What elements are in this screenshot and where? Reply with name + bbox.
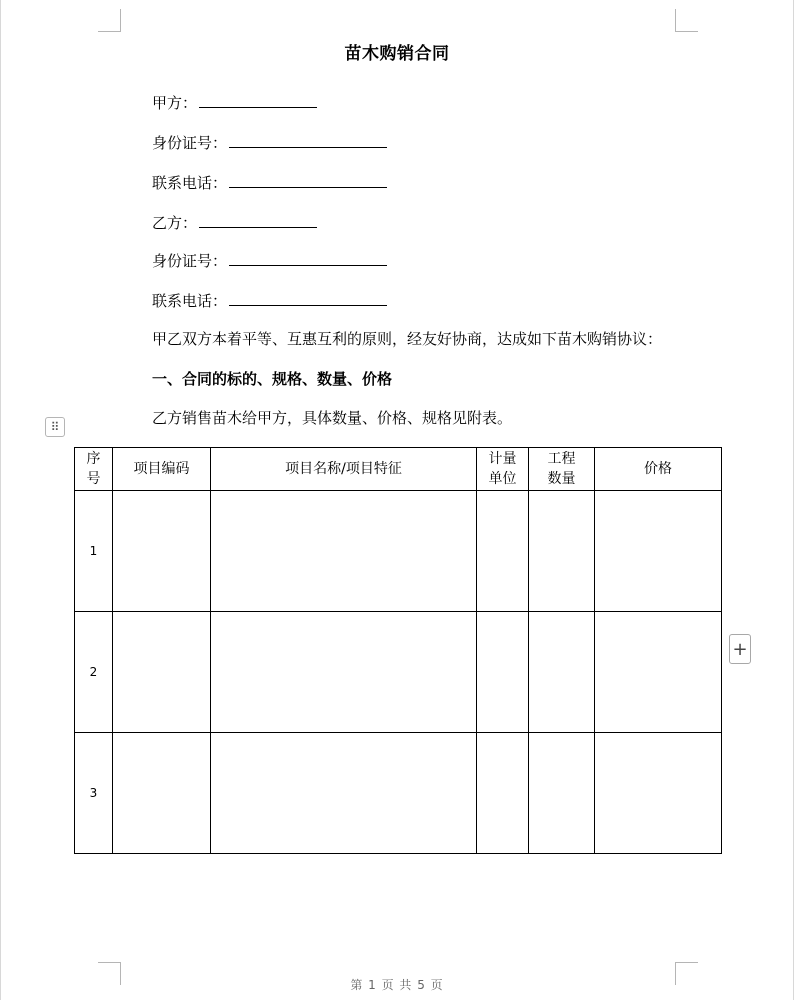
- items-table: [74, 447, 722, 854]
- add-table-row-button[interactable]: [729, 634, 751, 664]
- party-b-phone-label: 联系电话：: [152, 292, 228, 310]
- intro-paragraph: 甲乙双方本着平等、互惠互利的原则，经友好协商，达成如下苗木购销协议：: [152, 330, 663, 348]
- party-b-name-label: 乙方：: [152, 214, 198, 232]
- header-price: 价格: [595, 448, 722, 491]
- cell-quantity[interactable]: [529, 612, 595, 733]
- section-1-heading: 一、合同的标的、规格、数量、价格: [152, 370, 393, 388]
- page-edge-left: [0, 0, 1, 1000]
- party-a-name-blank[interactable]: [199, 91, 317, 108]
- cell-name[interactable]: [211, 491, 477, 612]
- party-b-id-label: 身份证号：: [152, 252, 228, 270]
- section-1-text: 乙方销售苗木给甲方，具体数量、价格、规格见附表。: [152, 409, 513, 427]
- header-name: 项目名称/项目特征: [211, 448, 477, 491]
- row-seq: 2: [75, 612, 113, 733]
- table-header-row: [75, 448, 722, 491]
- cell-name[interactable]: [211, 733, 477, 854]
- party-a-id-field[interactable]: [152, 131, 387, 153]
- cell-price[interactable]: [595, 612, 722, 733]
- page-indicator: 第 1 页 共 5 页: [350, 978, 444, 992]
- party-a-id-blank[interactable]: [229, 131, 387, 148]
- cell-unit[interactable]: [477, 491, 529, 612]
- party-a-phone-field[interactable]: [152, 171, 387, 193]
- cell-quantity[interactable]: [529, 491, 595, 612]
- party-a-phone-label: 联系电话：: [152, 174, 228, 192]
- party-b-name-field[interactable]: [152, 211, 317, 233]
- cell-unit[interactable]: [477, 612, 529, 733]
- cell-code[interactable]: [113, 612, 211, 733]
- margin-corner-top-right: [675, 9, 698, 32]
- table-row: [75, 733, 722, 854]
- header-unit: 计量 单位: [477, 448, 529, 491]
- document-title: 苗木购销合同: [344, 44, 450, 64]
- party-a-name-field[interactable]: [152, 91, 317, 113]
- party-b-id-blank[interactable]: [229, 249, 387, 266]
- party-a-phone-blank[interactable]: [229, 171, 387, 188]
- cell-price[interactable]: [595, 491, 722, 612]
- party-a-name-label: 甲方：: [152, 94, 198, 112]
- cell-unit[interactable]: [477, 733, 529, 854]
- header-code: 项目编码: [113, 448, 211, 491]
- row-seq: 1: [75, 491, 113, 612]
- row-seq: 3: [75, 733, 113, 854]
- table-row: [75, 491, 722, 612]
- plus-icon: +: [732, 638, 748, 660]
- cell-code[interactable]: [113, 733, 211, 854]
- table-row: [75, 612, 722, 733]
- cell-name[interactable]: [211, 612, 477, 733]
- header-quantity: 工程 数量: [529, 448, 595, 491]
- party-b-phone-field[interactable]: [152, 289, 387, 311]
- margin-corner-top-left: [98, 9, 121, 32]
- party-b-phone-blank[interactable]: [229, 289, 387, 306]
- cell-price[interactable]: [595, 733, 722, 854]
- table-move-handle[interactable]: [45, 417, 65, 437]
- cell-quantity[interactable]: [529, 733, 595, 854]
- cell-code[interactable]: [113, 491, 211, 612]
- drag-grip-icon: ⠿: [50, 420, 60, 434]
- header-seq: 序 号: [75, 448, 113, 491]
- party-b-name-blank[interactable]: [199, 211, 317, 228]
- party-a-id-label: 身份证号：: [152, 134, 228, 152]
- party-b-id-field[interactable]: [152, 249, 387, 271]
